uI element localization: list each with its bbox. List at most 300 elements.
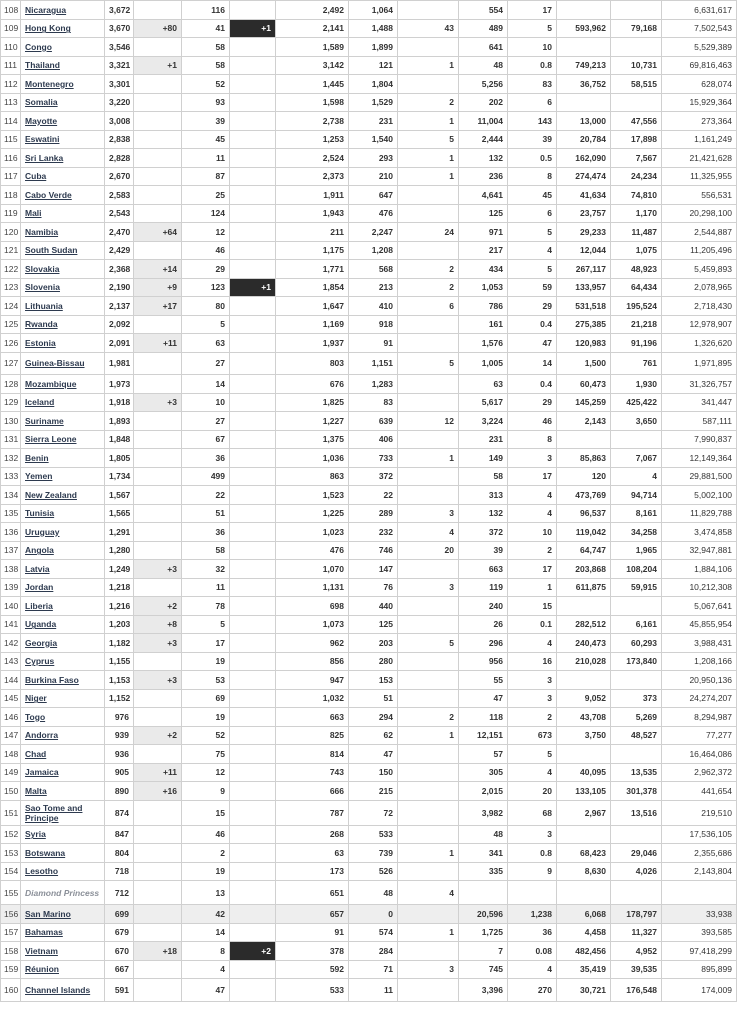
- country-link[interactable]: Bahamas: [25, 927, 63, 938]
- population-cell: 895,899: [662, 960, 737, 979]
- total-deaths-cell: 58: [182, 541, 230, 560]
- country-cell: [21, 523, 105, 542]
- tests-per-million-cell: 47,556: [611, 112, 662, 131]
- table-row: [1, 352, 737, 375]
- total-recovered-cell: 825: [276, 726, 349, 745]
- country-link[interactable]: Congo: [25, 41, 52, 52]
- country-link[interactable]: Hong Kong: [25, 23, 71, 34]
- country-cell: [21, 782, 105, 801]
- total-recovered-cell: 1,598: [276, 93, 349, 112]
- serious-critical-cell: 1: [398, 149, 459, 168]
- new-cases-cell: [134, 486, 182, 505]
- serious-critical-cell: 1: [398, 923, 459, 942]
- table-row: [1, 942, 737, 961]
- serious-critical-cell: 24: [398, 223, 459, 242]
- rank-cell: 142: [1, 634, 21, 653]
- population-cell: 7,502,543: [662, 19, 737, 38]
- active-cases-cell: 372: [349, 467, 398, 486]
- new-deaths-cell: [230, 223, 276, 242]
- total-deaths-cell: 67: [182, 430, 230, 449]
- country-link[interactable]: Yemen: [25, 471, 53, 482]
- active-cases-cell: 568: [349, 260, 398, 279]
- total-tests-cell: 8,630: [557, 862, 611, 881]
- country-link[interactable]: Uganda: [25, 619, 57, 630]
- rank-cell: 116: [1, 149, 21, 168]
- population-cell: 5,459,893: [662, 260, 737, 279]
- population-cell: 5,529,389: [662, 38, 737, 57]
- deaths-per-million-cell: 0.08: [508, 942, 557, 961]
- total-cases-cell: 1,218: [105, 578, 134, 597]
- total-cases-cell: 718: [105, 862, 134, 881]
- new-deaths-cell: [230, 75, 276, 94]
- new-cases-cell: [134, 504, 182, 523]
- population-cell: 11,205,496: [662, 241, 737, 260]
- serious-critical-cell: [398, 38, 459, 57]
- new-cases-cell: [134, 241, 182, 260]
- deaths-per-million-cell: 5: [508, 19, 557, 38]
- total-cases-cell: 1,565: [105, 504, 134, 523]
- deaths-per-million-cell: 1: [508, 578, 557, 597]
- country-link[interactable]: Cyprus: [25, 656, 55, 667]
- total-tests-cell: 531,518: [557, 297, 611, 316]
- country-cell: [21, 541, 105, 560]
- country-cell: [21, 578, 105, 597]
- cases-per-million-cell: 554: [459, 1, 508, 20]
- population-cell: 45,855,954: [662, 615, 737, 634]
- country-link[interactable]: Cuba: [25, 171, 47, 182]
- serious-critical-cell: [398, 467, 459, 486]
- country-link[interactable]: Nicaragua: [25, 4, 67, 15]
- total-deaths-cell: 53: [182, 671, 230, 690]
- tests-per-million-cell: 3,650: [611, 412, 662, 431]
- tests-per-million-cell: 373: [611, 689, 662, 708]
- population-cell: 393,585: [662, 923, 737, 942]
- total-tests-cell: 473,769: [557, 486, 611, 505]
- new-cases-cell: [134, 186, 182, 205]
- tests-per-million-cell: 11,487: [611, 223, 662, 242]
- new-deaths-cell: [230, 615, 276, 634]
- new-deaths-cell: +1: [230, 278, 276, 297]
- rank-cell: 141: [1, 615, 21, 634]
- total-recovered-cell: 2,524: [276, 149, 349, 168]
- country-link[interactable]: Lesotho: [25, 866, 59, 877]
- cases-per-million-cell: 1,053: [459, 278, 508, 297]
- deaths-per-million-cell: 270: [508, 979, 557, 1002]
- tests-per-million-cell: 5,269: [611, 708, 662, 727]
- total-recovered-cell: 1,073: [276, 615, 349, 634]
- total-tests-cell: 43,708: [557, 708, 611, 727]
- new-deaths-cell: [230, 297, 276, 316]
- cases-per-million-cell: 745: [459, 960, 508, 979]
- total-tests-cell: 68,423: [557, 844, 611, 863]
- country-link[interactable]: Cabo Verde: [25, 189, 72, 200]
- country-link[interactable]: Latvia: [25, 563, 50, 574]
- total-tests-cell: 593,962: [557, 19, 611, 38]
- rank-cell: 127: [1, 352, 21, 375]
- total-recovered-cell: 268: [276, 825, 349, 844]
- country-cell: [21, 130, 105, 149]
- country-link[interactable]: Benin: [25, 452, 49, 463]
- total-cases-cell: 1,918: [105, 393, 134, 412]
- tests-per-million-cell: [611, 825, 662, 844]
- tests-per-million-cell: 60,293: [611, 634, 662, 653]
- serious-critical-cell: [398, 597, 459, 616]
- cases-per-million-cell: 217: [459, 241, 508, 260]
- active-cases-cell: 203: [349, 634, 398, 653]
- country-link[interactable]: Thailand: [25, 60, 60, 71]
- active-cases-cell: 210: [349, 167, 398, 186]
- deaths-per-million-cell: 0.4: [508, 375, 557, 394]
- total-cases-cell: 712: [105, 881, 134, 905]
- new-cases-cell: +64: [134, 223, 182, 242]
- new-deaths-cell: [230, 130, 276, 149]
- new-cases-cell: [134, 578, 182, 597]
- total-cases-cell: 3,301: [105, 75, 134, 94]
- country-link[interactable]: Malta: [25, 785, 47, 796]
- table-row: [1, 905, 737, 924]
- country-link[interactable]: Rwanda: [25, 319, 58, 330]
- tests-per-million-cell: 4,026: [611, 862, 662, 881]
- rank-cell: 130: [1, 412, 21, 431]
- total-tests-cell: 120: [557, 467, 611, 486]
- country-cell: [21, 352, 105, 375]
- table-row: [1, 223, 737, 242]
- total-recovered-cell: 787: [276, 800, 349, 825]
- population-cell: 21,421,628: [662, 149, 737, 168]
- deaths-per-million-cell: 6: [508, 93, 557, 112]
- total-recovered-cell: 863: [276, 467, 349, 486]
- country-link[interactable]: San Marino: [25, 908, 71, 919]
- deaths-per-million-cell: 10: [508, 38, 557, 57]
- table-row: [1, 763, 737, 782]
- new-cases-cell: [134, 652, 182, 671]
- country-cell: [21, 56, 105, 75]
- total-cases-cell: 1,280: [105, 541, 134, 560]
- cases-per-million-cell: 231: [459, 430, 508, 449]
- table-row: [1, 825, 737, 844]
- total-tests-cell: [557, 38, 611, 57]
- country-link[interactable]: Vietnam: [25, 945, 58, 956]
- table-row: [1, 560, 737, 579]
- total-tests-cell: [557, 825, 611, 844]
- table-row: [1, 93, 737, 112]
- country-link[interactable]: Georgia: [25, 637, 58, 648]
- country-cell: [21, 278, 105, 297]
- cases-per-million-cell: 3,982: [459, 800, 508, 825]
- active-cases-cell: 72: [349, 800, 398, 825]
- population-cell: 2,962,372: [662, 763, 737, 782]
- country-cell: [21, 942, 105, 961]
- country-link[interactable]: Namibia: [25, 226, 59, 237]
- total-cases-cell: 1,153: [105, 671, 134, 690]
- tests-per-million-cell: 7,067: [611, 449, 662, 468]
- total-cases-cell: 2,838: [105, 130, 134, 149]
- total-cases-cell: 1,291: [105, 523, 134, 542]
- tests-per-million-cell: 425,422: [611, 393, 662, 412]
- table-row: [1, 1, 737, 20]
- country-cell: [21, 844, 105, 863]
- rank-cell: 135: [1, 504, 21, 523]
- country-link[interactable]: Diamond Princess: [25, 887, 100, 898]
- country-link[interactable]: Montenegro: [25, 78, 74, 89]
- tests-per-million-cell: 48,527: [611, 726, 662, 745]
- table-row: [1, 149, 737, 168]
- deaths-per-million-cell: 29: [508, 297, 557, 316]
- new-cases-cell: [134, 1, 182, 20]
- table-row: [1, 844, 737, 863]
- new-cases-cell: [134, 430, 182, 449]
- new-cases-cell: [134, 449, 182, 468]
- cases-per-million-cell: 3,396: [459, 979, 508, 1002]
- total-tests-cell: 3,750: [557, 726, 611, 745]
- active-cases-cell: 1,151: [349, 352, 398, 375]
- rank-cell: 118: [1, 186, 21, 205]
- total-recovered-cell: 1,169: [276, 315, 349, 334]
- new-deaths-cell: [230, 56, 276, 75]
- total-recovered-cell: 1,227: [276, 412, 349, 431]
- total-tests-cell: 133,105: [557, 782, 611, 801]
- country-link[interactable]: Mayotte: [25, 115, 58, 126]
- table-body: [1, 1, 737, 1002]
- tests-per-million-cell: [611, 671, 662, 690]
- total-tests-cell: 282,512: [557, 615, 611, 634]
- table-row: [1, 689, 737, 708]
- new-deaths-cell: [230, 825, 276, 844]
- total-deaths-cell: 39: [182, 112, 230, 131]
- active-cases-cell: 1,804: [349, 75, 398, 94]
- total-deaths-cell: 45: [182, 130, 230, 149]
- country-link[interactable]: Niger: [25, 693, 47, 704]
- population-cell: 7,990,837: [662, 430, 737, 449]
- tests-per-million-cell: 13,535: [611, 763, 662, 782]
- country-cell: [21, 800, 105, 825]
- total-recovered-cell: 476: [276, 541, 349, 560]
- table-row: [1, 412, 737, 431]
- rank-cell: 154: [1, 862, 21, 881]
- table-row: [1, 541, 737, 560]
- new-deaths-cell: [230, 923, 276, 942]
- total-recovered-cell: 3,142: [276, 56, 349, 75]
- serious-critical-cell: [398, 652, 459, 671]
- total-tests-cell: 30,721: [557, 979, 611, 1002]
- country-link[interactable]: Liberia: [25, 600, 53, 611]
- new-deaths-cell: [230, 634, 276, 653]
- country-cell: [21, 745, 105, 764]
- country-link[interactable]: Somalia: [25, 97, 58, 108]
- total-tests-cell: 23,757: [557, 204, 611, 223]
- country-link[interactable]: Sri Lanka: [25, 152, 64, 163]
- country-link[interactable]: Mozambique: [25, 378, 77, 389]
- total-cases-cell: 2,429: [105, 241, 134, 260]
- table-row: [1, 745, 737, 764]
- new-cases-cell: [134, 905, 182, 924]
- total-cases-cell: 3,670: [105, 19, 134, 38]
- table-row: [1, 467, 737, 486]
- total-tests-cell: 40,095: [557, 763, 611, 782]
- tests-per-million-cell: 58,515: [611, 75, 662, 94]
- active-cases-cell: 125: [349, 615, 398, 634]
- deaths-per-million-cell: 4: [508, 504, 557, 523]
- new-cases-cell: [134, 75, 182, 94]
- tests-per-million-cell: 761: [611, 352, 662, 375]
- total-tests-cell: 749,213: [557, 56, 611, 75]
- tests-per-million-cell: 79,168: [611, 19, 662, 38]
- cases-per-million-cell: 2,444: [459, 130, 508, 149]
- table-row: [1, 334, 737, 353]
- rank-cell: 108: [1, 1, 21, 20]
- population-cell: 174,009: [662, 979, 737, 1002]
- rank-cell: 112: [1, 75, 21, 94]
- total-cases-cell: 1,249: [105, 560, 134, 579]
- total-recovered-cell: 1,445: [276, 75, 349, 94]
- country-link[interactable]: Iceland: [25, 397, 55, 408]
- deaths-per-million-cell: 8: [508, 167, 557, 186]
- new-deaths-cell: [230, 523, 276, 542]
- new-cases-cell: [134, 167, 182, 186]
- rank-cell: 144: [1, 671, 21, 690]
- total-cases-cell: 939: [105, 726, 134, 745]
- total-tests-cell: [557, 430, 611, 449]
- deaths-per-million-cell: 4: [508, 763, 557, 782]
- country-link[interactable]: Angola: [25, 545, 54, 556]
- new-deaths-cell: [230, 763, 276, 782]
- country-link[interactable]: Suriname: [25, 415, 64, 426]
- serious-critical-cell: [398, 241, 459, 260]
- serious-critical-cell: [398, 671, 459, 690]
- active-cases-cell: 1,540: [349, 130, 398, 149]
- total-cases-cell: 936: [105, 745, 134, 764]
- new-cases-cell: +2: [134, 597, 182, 616]
- new-cases-cell: +14: [134, 260, 182, 279]
- new-cases-cell: +3: [134, 560, 182, 579]
- cases-per-million-cell: 4,641: [459, 186, 508, 205]
- tests-per-million-cell: 13,516: [611, 800, 662, 825]
- total-deaths-cell: 25: [182, 186, 230, 205]
- country-link[interactable]: Andorra: [25, 730, 59, 741]
- deaths-per-million-cell: 4: [508, 960, 557, 979]
- table-row: [1, 652, 737, 671]
- total-tests-cell: [557, 671, 611, 690]
- table-row: [1, 241, 737, 260]
- total-deaths-cell: 19: [182, 862, 230, 881]
- country-link[interactable]: Estonia: [25, 337, 56, 348]
- country-link[interactable]: Slovakia: [25, 263, 60, 274]
- rank-cell: 159: [1, 960, 21, 979]
- country-link[interactable]: Channel Islands: [25, 984, 91, 995]
- total-deaths-cell: 12: [182, 223, 230, 242]
- country-link[interactable]: Burkina Faso: [25, 674, 79, 685]
- rank-cell: 147: [1, 726, 21, 745]
- total-deaths-cell: 36: [182, 523, 230, 542]
- active-cases-cell: 232: [349, 523, 398, 542]
- serious-critical-cell: 1: [398, 449, 459, 468]
- new-cases-cell: [134, 130, 182, 149]
- country-link[interactable]: Chad: [25, 748, 47, 759]
- country-link[interactable]: Togo: [25, 711, 46, 722]
- country-link[interactable]: Mali: [25, 208, 42, 219]
- total-recovered-cell: 856: [276, 652, 349, 671]
- total-cases-cell: 1,203: [105, 615, 134, 634]
- country-cell: [21, 38, 105, 57]
- total-recovered-cell: 743: [276, 763, 349, 782]
- total-deaths-cell: 58: [182, 56, 230, 75]
- population-cell: [662, 881, 737, 905]
- serious-critical-cell: [398, 75, 459, 94]
- country-link[interactable]: Réunion: [25, 964, 59, 975]
- cases-per-million-cell: 149: [459, 449, 508, 468]
- total-cases-cell: 1,152: [105, 689, 134, 708]
- rank-cell: 122: [1, 260, 21, 279]
- deaths-per-million-cell: 5: [508, 223, 557, 242]
- rank-cell: 128: [1, 375, 21, 394]
- population-cell: 1,971,895: [662, 352, 737, 375]
- country-link[interactable]: Tunisia: [25, 508, 55, 519]
- country-cell: [21, 960, 105, 979]
- new-deaths-cell: [230, 449, 276, 468]
- deaths-per-million-cell: 17: [508, 1, 557, 20]
- new-deaths-cell: [230, 689, 276, 708]
- new-cases-cell: +9: [134, 278, 182, 297]
- country-link[interactable]: Syria: [25, 829, 46, 840]
- cases-per-million-cell: 786: [459, 297, 508, 316]
- population-cell: 1,208,166: [662, 652, 737, 671]
- population-cell: 587,111: [662, 412, 737, 431]
- country-link[interactable]: Uruguay: [25, 526, 60, 537]
- total-cases-cell: 1,216: [105, 597, 134, 616]
- total-tests-cell: 29,233: [557, 223, 611, 242]
- total-deaths-cell: 12: [182, 763, 230, 782]
- active-cases-cell: 0: [349, 905, 398, 924]
- country-link[interactable]: Slovenia: [25, 282, 60, 293]
- country-link[interactable]: Botswana: [25, 847, 66, 858]
- rank-cell: 109: [1, 19, 21, 38]
- country-cell: [21, 708, 105, 727]
- country-link[interactable]: Sao Tome and Principe: [25, 802, 83, 823]
- cases-per-million-cell: 341: [459, 844, 508, 863]
- population-cell: 2,355,686: [662, 844, 737, 863]
- country-link[interactable]: South Sudan: [25, 245, 78, 256]
- country-cell: [21, 504, 105, 523]
- deaths-per-million-cell: 17: [508, 467, 557, 486]
- tests-per-million-cell: [611, 745, 662, 764]
- rank-cell: 149: [1, 763, 21, 782]
- country-link[interactable]: Guinea-Bissau: [25, 358, 85, 369]
- active-cases-cell: 733: [349, 449, 398, 468]
- total-tests-cell: 274,474: [557, 167, 611, 186]
- serious-critical-cell: [398, 560, 459, 579]
- deaths-per-million-cell: 36: [508, 923, 557, 942]
- total-recovered-cell: 1,911: [276, 186, 349, 205]
- new-deaths-cell: [230, 708, 276, 727]
- active-cases-cell: 1,283: [349, 375, 398, 394]
- country-link[interactable]: Jamaica: [25, 767, 59, 778]
- rank-cell: 125: [1, 315, 21, 334]
- country-link[interactable]: Eswatini: [25, 134, 60, 145]
- active-cases-cell: 739: [349, 844, 398, 863]
- deaths-per-million-cell: 4: [508, 486, 557, 505]
- serious-critical-cell: [398, 800, 459, 825]
- total-tests-cell: 60,473: [557, 375, 611, 394]
- population-cell: 3,474,858: [662, 523, 737, 542]
- country-link[interactable]: Sierra Leone: [25, 434, 77, 445]
- rank-cell: 132: [1, 449, 21, 468]
- country-cell: [21, 862, 105, 881]
- country-link[interactable]: Jordan: [25, 582, 54, 593]
- serious-critical-cell: 1: [398, 112, 459, 131]
- country-link[interactable]: New Zealand: [25, 489, 77, 500]
- active-cases-cell: 48: [349, 881, 398, 905]
- country-link[interactable]: Lithuania: [25, 300, 63, 311]
